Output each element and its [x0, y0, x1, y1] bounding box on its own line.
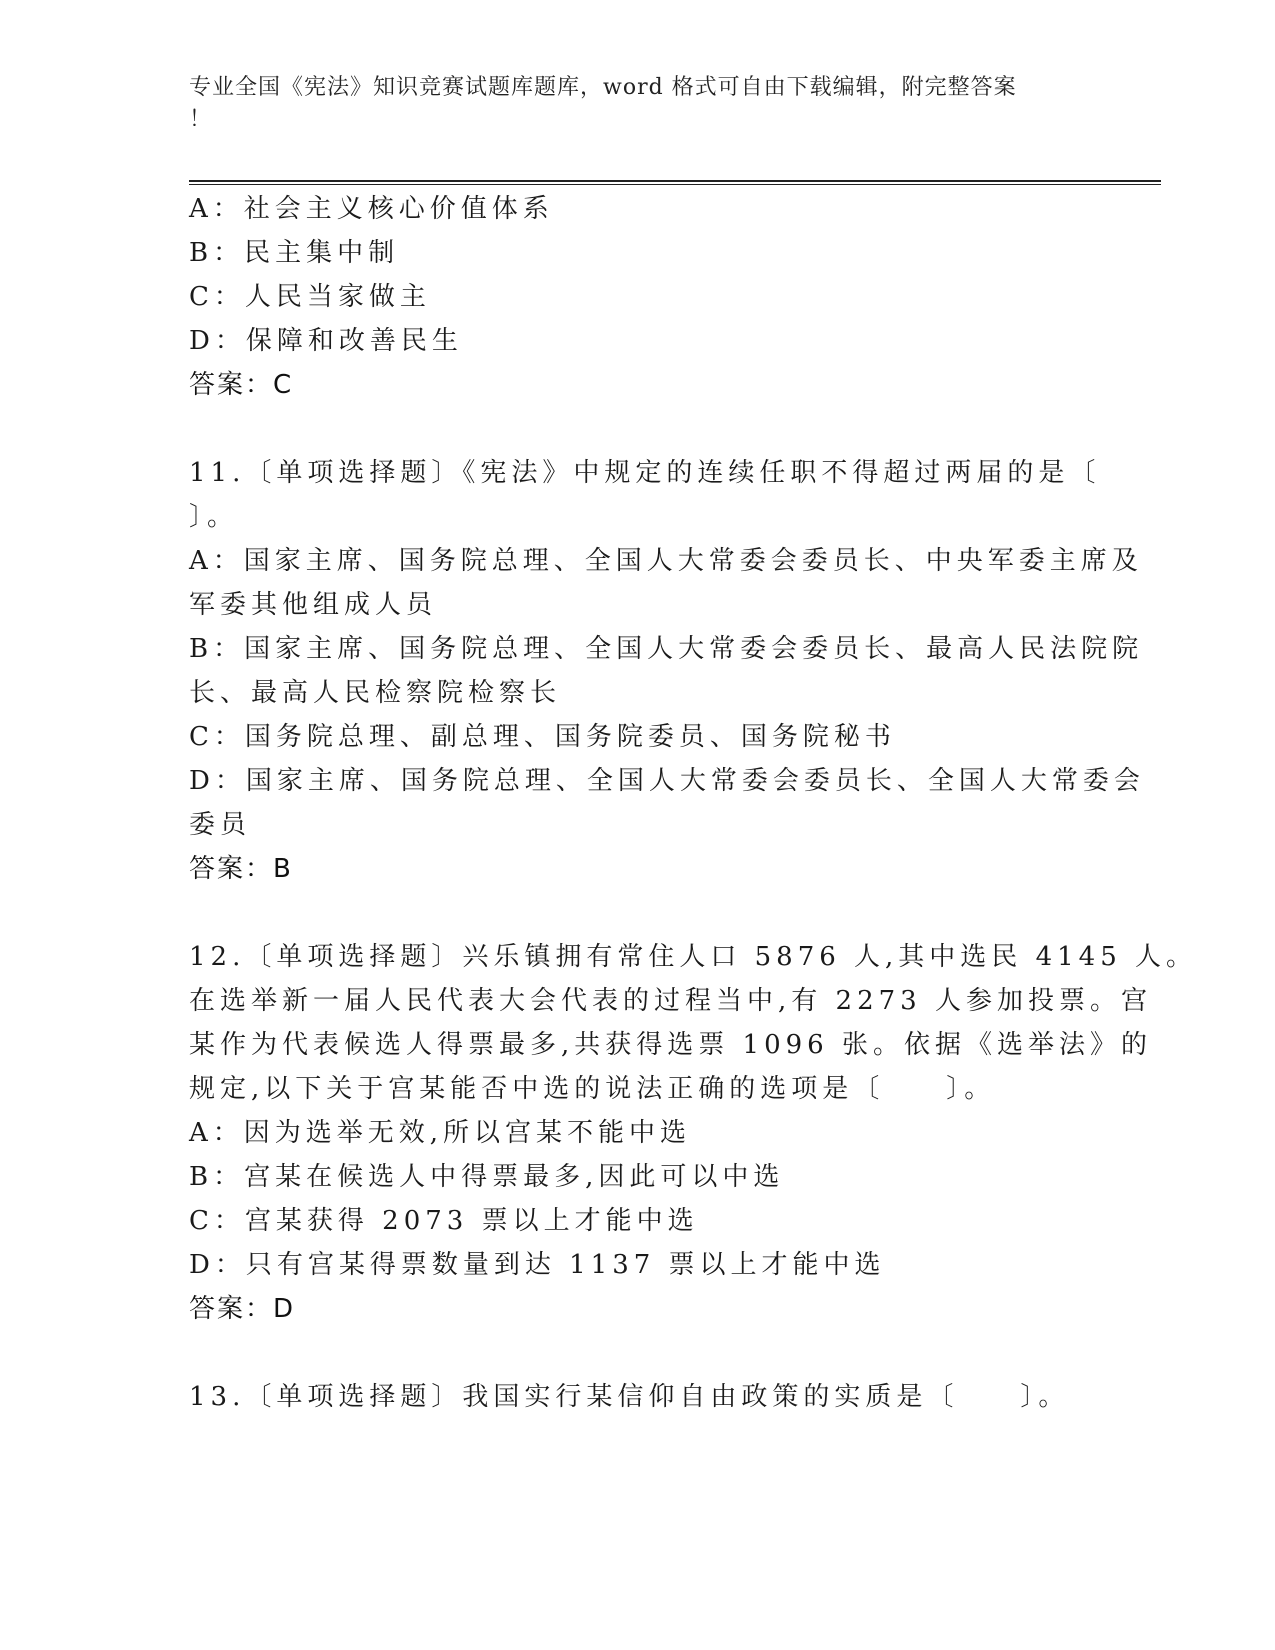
q12-option-b: B：宫某在候选人中得票最多,因此可以中选: [189, 1162, 785, 1192]
q12-stem-line-4: 规定,以下关于宫某能否中选的说法正确的选项是〔 〕。: [189, 1074, 996, 1104]
q11-option-d: D：国家主席、国务院总理、全国人大常委会委员长、全国人大常委会: [189, 766, 1145, 796]
header-title-line-continued: ！: [189, 107, 213, 132]
q10-option-a: A：社会主义核心价值体系: [189, 194, 554, 224]
q12-option-c: C：宫某获得 2073 票以上才能中选: [189, 1206, 699, 1236]
q12-option-a: A：因为选举无效,所以宫某不能中选: [189, 1118, 692, 1148]
q11-option-a-continued: 军委其他组成人员: [189, 590, 438, 620]
q11-stem-continued: 〕。: [189, 502, 239, 532]
q12-stem-line-2: 在选举新一届人民代表大会代表的过程当中,有 2273 人参加投票。宫: [189, 986, 1152, 1016]
q11-stem: 11.〔单项选择题〕《宪法》中规定的连续任职不得超过两届的是〔: [189, 458, 1101, 488]
header-divider: [189, 180, 1161, 182]
q11-option-b-continued: 长、最高人民检察院检察长: [189, 678, 562, 708]
q11-option-b: B：国家主席、国务院总理、全国人大常委会委员长、最高人民法院院: [189, 634, 1144, 664]
q12-stem-line-3: 某作为代表候选人得票最多,共获得选票 1096 张。依据《选举法》的: [189, 1030, 1152, 1060]
q13-stem: 13.〔单项选择题〕我国实行某信仰自由政策的实质是〔 〕。: [189, 1382, 1070, 1412]
q12-answer: 答案：D: [189, 1294, 296, 1324]
header-title-line: 专业全国《宪法》知识竞赛试题库题库，word 格式可自由下载编辑，附完整答案: [189, 75, 1017, 100]
document-header: [189, 72, 1069, 136]
q11-option-a: A：国家主席、国务院总理、全国人大常委会委员长、中央军委主席及: [189, 546, 1143, 576]
q10-option-b: B：民主集中制: [189, 238, 400, 268]
q10-answer: 答案：C: [189, 370, 294, 400]
q11-option-c: C：国务院总理、副总理、国务院委员、国务院秘书: [189, 722, 896, 752]
q11-answer: 答案：B: [189, 854, 293, 884]
q12-option-d: D：只有宫某得票数量到达 1137 票以上才能中选: [189, 1250, 886, 1280]
q11-option-d-continued: 委员: [189, 810, 252, 840]
q10-option-c: C：人民当家做主: [189, 282, 431, 312]
q10-option-d: D：保障和改善民生: [189, 326, 463, 356]
q12-stem: 12.〔单项选择题〕兴乐镇拥有常住人口 5876 人,其中选民 4145 人。: [189, 942, 1198, 972]
header-divider-thin: [189, 184, 1161, 185]
